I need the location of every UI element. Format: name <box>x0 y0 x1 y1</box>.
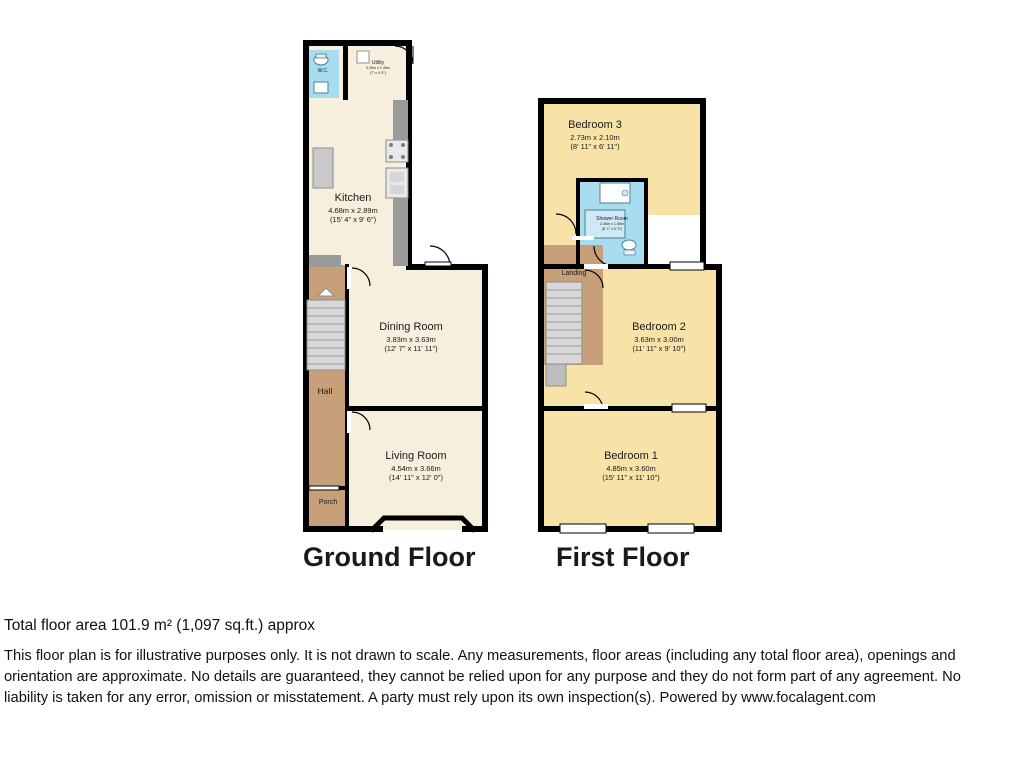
room-label-utility: Utility 3.30m x 1.46m (7' x 4' 9") <box>366 60 390 75</box>
room-label-bedroom-3: Bedroom 3 2.73m x 2.10m (8' 11" x 6' 11") <box>568 119 622 152</box>
ground-floor-title: Ground Floor <box>303 542 476 572</box>
total-floor-area-text: Total floor area 101.9 m² (1,097 sq.ft.) approx <box>4 617 316 634</box>
room-label-living-room: Living Room 4.54m x 3.66m (14' 11" x 12' 0") <box>385 450 447 483</box>
room-label-kitchen: Kitchen 4.68m x 2.89m (15' 4" x 9' 6") <box>328 192 378 225</box>
room-label-bedroom-1: Bedroom 1 4.85m x 3.60m (15' 11" x 11' 10") <box>602 450 660 483</box>
first-floor-title: First Floor <box>556 542 690 572</box>
room-label-landing: Landing <box>561 270 587 277</box>
room-label-hall: Hall <box>317 386 333 396</box>
room-label-bedroom-2: Bedroom 2 3.63m x 3.00m (11' 11" x 9' 10") <box>632 321 686 354</box>
room-label-wc: W.C. <box>317 68 329 74</box>
disclaimer-text: This floor plan is for illustrative purposes only. It is not drawn to scale. Any measurements, floor areas (including any total floor area), openings and orientation are approximate. No details are guaranteed, they cannot be relied upon for any purpose and they do not form part of any agreement. No liability is taken for any error, omission or misstatement. A party must rely upon its own inspection(s). Powered by www.focalagent.com <box>4 648 961 706</box>
room-label-dining-room: Dining Room 3.83m x 3.63m (12' 7" x 11' 11") <box>379 321 443 354</box>
room-label-porch: Porch <box>318 499 338 506</box>
room-label-shower-room: Shower Room 2.46m x 1.65m (8' 1" x 5' 5") <box>596 216 628 231</box>
